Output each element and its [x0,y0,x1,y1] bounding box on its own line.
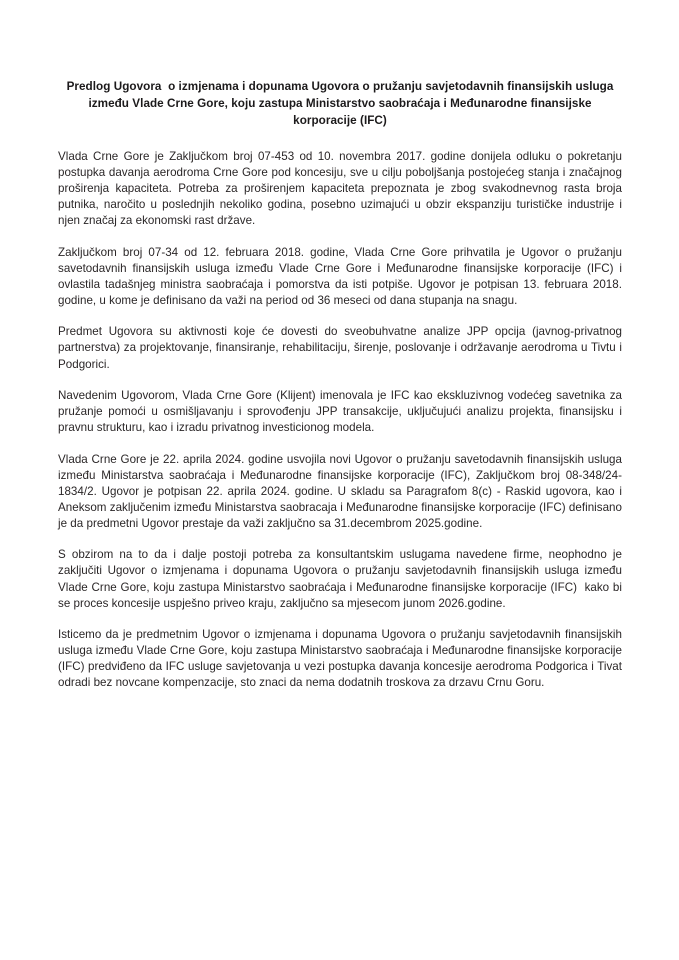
paragraph-4: Navedenim Ugovorom, Vlada Crne Gore (Klijent) imenovala je IFC kao ekskluzivnog vodećeg savetnika za pružanje pomoći u osmišljavanju i sprovođenju JPP transakcije, uključujući analizu projekta, finansijsku i pravnu strukturu, kao i izradu privatnog investicionog modela. [58,389,626,435]
paragraph-5: Vlada Crne Gore je 22. aprila 2024. godine usvojila novi Ugovor o pružanju savetodavnih finansijskih usluga između Ministarstva saobraćaja i Međunarodne finansijske korporacije (IFC), Zaključkom broj 08-348/24-1834/2. Ugovor je potpisan 22. aprila 2024. godine. U skladu sa Paragrafom 8(c) - Raskid ugovora, kao i Aneksom zaključenim između Ministarstva saobracaja i Međunarodne finansijske korporacije (IFC) definisano je da predmetni Ugovor prestaje da važi zaključno sa 31.decembrom 2025.godine. [58,452,626,530]
document-body [58,78,626,691]
paragraph-1: Vlada Crne Gore je Zaključkom broj 07-453 od 10. novembra 2017. godine donijela odluku o pokretanju postupka davanja aerodroma Crne Gore pod koncesiju, sve u cilju poboljšanja postojećeg stanja i značajnog proširenja kapaciteta. Potreba za proširenjem kapaciteta prepoznata je zbog svakodnevnog rasta broja putnika, naročito u poslednjih nekoliko godina, posebno uzimajući u obzir ekspanziju turističke industrije i njen značaj za ekonomski rast države. [58,150,626,228]
paragraph-3: Predmet Ugovora su aktivnosti koje će dovesti do sveobuhvatne analize JPP opcija (javnog-privatnog partnerstva) za projektovanje, finansiranje, rehabilitaciju, širenje, poslovanje i održavanje aerodroma u Tivtu i Podgorici. [58,325,626,371]
paragraph-7: Isticemo da je predmetnim Ugovor o izmjenama i dopunama Ugovora o pružanju savjetodavnih finansijskih usluga između Vlade Crne Gore, koju zastupa Ministarstvo saobraćaja i Međunarodne finansijske korporacije (IFC) predviđeno da IFC usluge savjetovanja u vezi postupka davanja koncesije aerodroma Podgorica i Tivat odradi bez novcane kompenzacije, sto znaci da nema dodatnih troskova za drzavu Crnu Goru. [58,628,626,690]
paragraph-6: S obzirom na to da i dalje postoji potreba za konsultantskim uslugama navedene firme, neophodno je zaključiti Ugovor o izmjenama i dopunama Ugovora o pružanju savjetodavnih finansijskih usluga između Vlade Crne Gore, koju zastupa Ministarstvo saobraćaja i Međunarodne finansijske korporacije (IFC) kako bi se proces koncesije uspješno priveo kraju, zaključno sa mjesecom junom 2026.godine. [58,548,626,610]
document-title: Predlog Ugovora o izmjenama i dopunama Ugovora o pružanju savjetodavnih finansijskih usluga između Vlade Crne Gore, koju zastupa Ministarstvo saobraćaja i Međunarodne finansijske korporacije (IFC) [66,80,617,127]
paragraph-2: Zaključkom broj 07-34 od 12. februara 2018. godine, Vlada Crne Gore prihvatila je Ugovor o pružanju savetodavnih finansijskih usluga između Vlade Crne Gore i Međunarodne finansijske korporacije (IFC) i ovlastila tadašnjeg ministra saobraćaja i pomorstva da isti potpiše. Ugovor je potpisan 13. februara 2018. godine, u kome je definisano da važi na period od 36 meseci od dana stupanja na snagu. [58,245,626,307]
